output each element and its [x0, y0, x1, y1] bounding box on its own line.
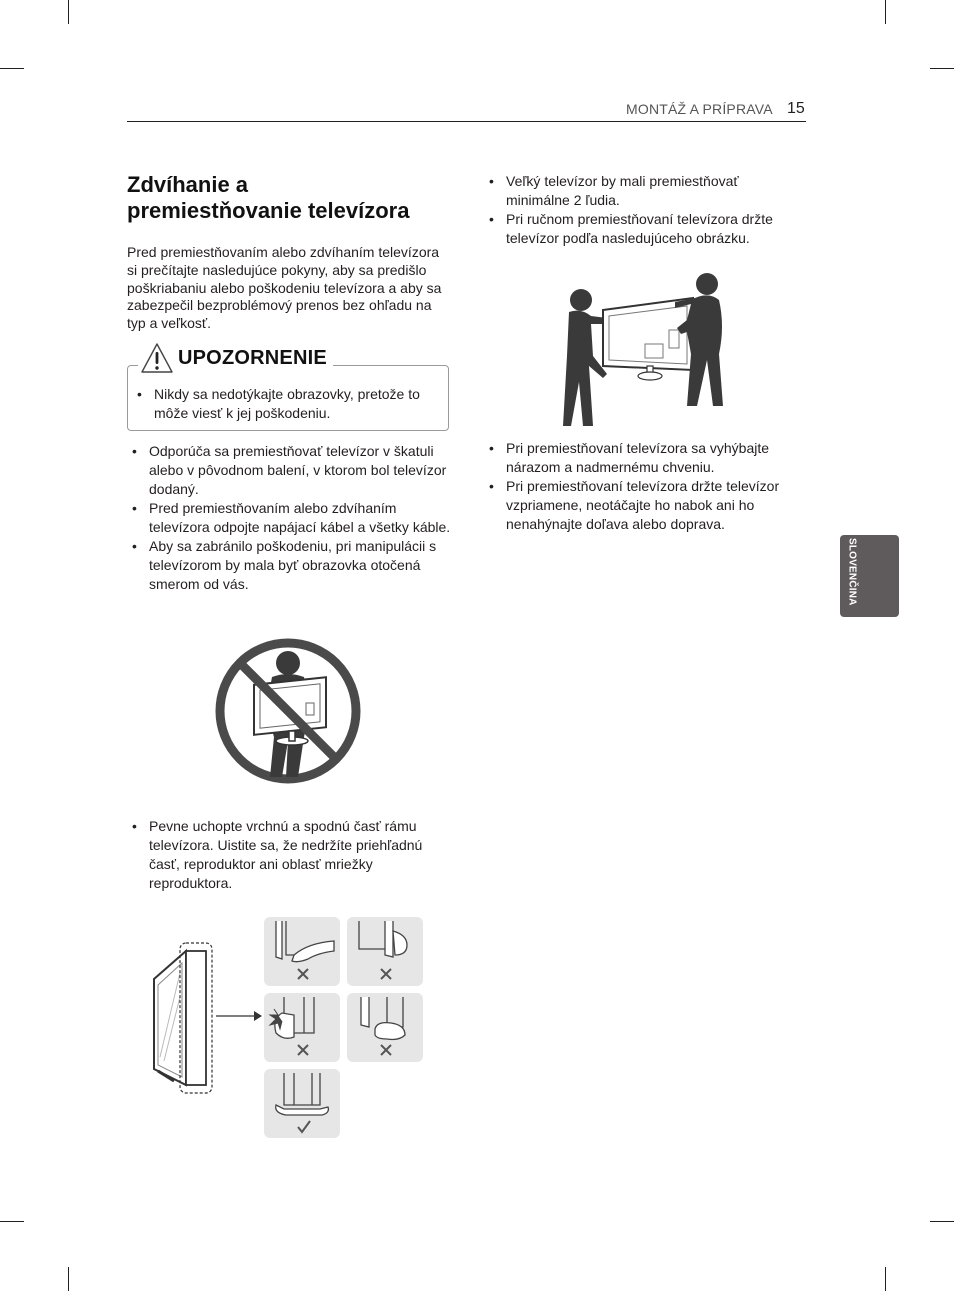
header-section-title: MONTÁŽ A PRÍPRAVA — [626, 101, 773, 117]
intro-paragraph: Pred premiestňovaním alebo zdvíhaním televízora si prečítajte nasledujúce pokyny, aby sa predišlo poškriabaniu alebo poškodeniu televízora a aby sa zabezpečil bezproblémový prenos bez ohľadu na typ a veľkosť. — [127, 244, 442, 332]
list-item: • Odporúča sa premiestňovať televízor v škatuli alebo v pôvodnom balení, v ktorom bol televízor dodaný. — [131, 442, 451, 499]
grip-wrong-bottom-panel — [264, 917, 340, 986]
caution-title: UPOZORNENIE — [178, 346, 327, 369]
tv-silhouette — [603, 298, 693, 380]
title-line: premiestňovanie televízora — [127, 198, 410, 223]
list-item: • Pri ručnom premiestňovaní televízora držte televízor podľa nasledujúceho obrázku. — [488, 210, 798, 248]
right-bullet-list-bottom — [488, 439, 798, 534]
crop-mark — [885, 1267, 886, 1291]
language-tab-label: SLOVENČINA — [846, 538, 858, 606]
crop-mark — [68, 0, 69, 24]
grip-bullet-list — [131, 817, 451, 893]
crop-mark — [0, 1221, 24, 1222]
list-item: • Pevne uchopte vrchnú a spodnú časť rámu televízora. Uistite sa, že nedržíte priehľadnú časť, reproduktor ani oblasť mriežky reproduktora. — [131, 817, 451, 893]
caution-list — [136, 385, 436, 423]
crop-mark — [885, 0, 886, 24]
left-bullet-list — [131, 442, 451, 594]
grip-wrong-speaker-panel — [264, 993, 340, 1062]
list-item: • Aby sa zabránilo poškodeniu, pri manipulácii s televízorom by mala byť obrazovka otočená smerom od vás. — [131, 537, 451, 594]
no-carry-facing-illustration — [214, 637, 362, 785]
list-item: • Pri premiestňovaní televízora držte televízor vzpriamene, neotáčajte ho nabok ani ho nenahýnajte doľava alebo doprava. — [488, 477, 798, 534]
list-item: • Veľký televízor by mali premiestňovať minimálne 2 ľudia. — [488, 172, 798, 210]
list-item: • Pri premiestňovaní televízora sa vyhýbajte nárazom a nadmernému chveniu. — [488, 439, 798, 477]
grip-wrong-corner-panel — [347, 993, 423, 1062]
pointer-arrow — [216, 1010, 262, 1022]
page-number: 15 — [787, 100, 805, 117]
grip-correct-panel — [264, 1069, 340, 1138]
person-silhouette — [563, 289, 607, 426]
caution-header — [138, 341, 333, 375]
tv-frame-side-illustration — [150, 937, 220, 1097]
two-person-carry-illustration — [563, 270, 727, 430]
crop-mark — [930, 68, 954, 69]
grip-wrong-side-panel — [347, 917, 423, 986]
warning-triangle-icon — [140, 342, 174, 374]
right-bullet-list-top — [488, 172, 798, 248]
page-title — [127, 172, 457, 224]
header-divider — [127, 121, 806, 122]
caution-item: • Nikdy sa nedotýkajte obrazovky, pretože to môže viesť k jej poškodeniu. — [136, 385, 436, 423]
title-line: Zdvíhanie a — [127, 172, 249, 197]
crop-mark — [930, 1221, 954, 1222]
list-item: • Pred premiestňovaním alebo zdvíhaním televízora odpojte napájací kábel a všetky káble. — [131, 499, 451, 537]
crop-mark — [0, 68, 24, 69]
crop-mark — [68, 1267, 69, 1291]
